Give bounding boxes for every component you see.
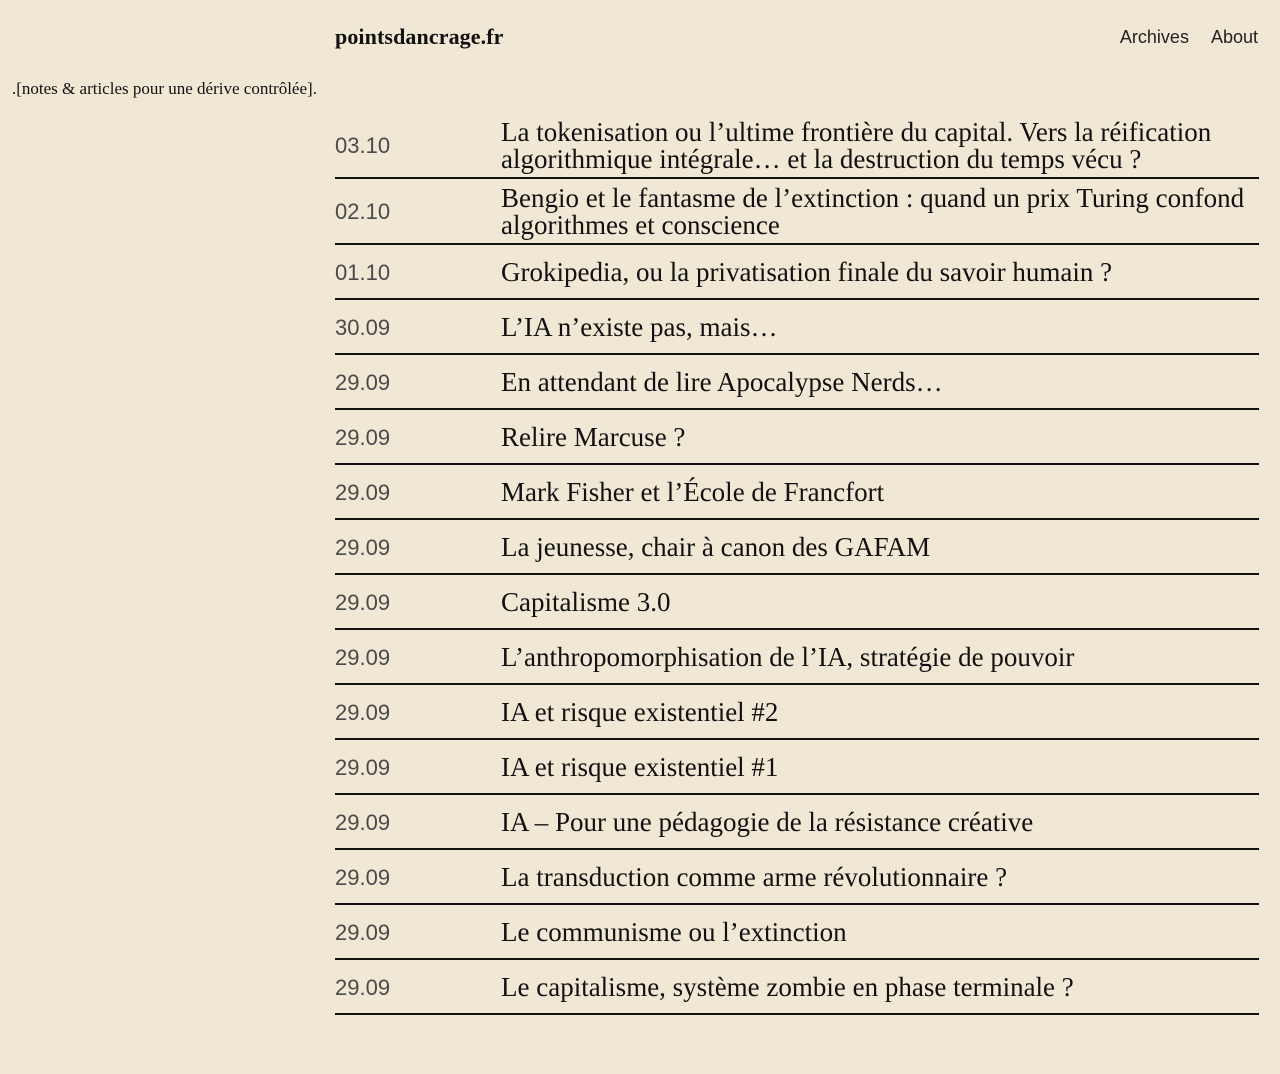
post-row bbox=[335, 355, 1259, 410]
post-date: 29.09 bbox=[335, 864, 391, 890]
post-date: 30.09 bbox=[335, 314, 391, 340]
post-date: 29.09 bbox=[335, 754, 391, 780]
post-row bbox=[335, 905, 1259, 960]
post-row bbox=[335, 245, 1259, 300]
post-date: 29.09 bbox=[335, 919, 391, 945]
post-title-link[interactable]: L’IA n’existe pas, mais… bbox=[501, 312, 778, 342]
post-title-link[interactable]: Capitalisme 3.0 bbox=[501, 587, 671, 617]
post-date: 01.10 bbox=[335, 259, 391, 285]
post-date: 29.09 bbox=[335, 974, 391, 1000]
post-list bbox=[335, 113, 1259, 1015]
post-title-link[interactable]: La jeunesse, chair à canon des GAFAM bbox=[501, 532, 931, 562]
site-title-link[interactable]: pointsdancrage.fr bbox=[335, 24, 504, 49]
post-title-link[interactable]: La transduction comme arme révolutionnaire ? bbox=[501, 862, 1008, 892]
post-date: 29.09 bbox=[335, 479, 391, 505]
post-row bbox=[335, 960, 1259, 1015]
post-row bbox=[335, 630, 1259, 685]
post-date: 29.09 bbox=[335, 699, 391, 725]
post-row bbox=[335, 850, 1259, 905]
post-title-link[interactable]: La tokenisation ou l’ultime frontière du capital. Vers la réification algorithmique intégrale… et la destruction du temps vécu ? bbox=[501, 117, 1212, 174]
post-row bbox=[335, 795, 1259, 850]
site-tagline: .[notes & articles pour une dérive contrôlée]. bbox=[12, 79, 317, 98]
post-title-link[interactable]: Le capitalisme, système zombie en phase terminale ? bbox=[501, 972, 1074, 1002]
post-date: 29.09 bbox=[335, 534, 391, 560]
nav-about-link[interactable]: About bbox=[1210, 27, 1258, 47]
post-date: 29.09 bbox=[335, 644, 391, 670]
post-date: 29.09 bbox=[335, 589, 391, 615]
post-row bbox=[335, 465, 1259, 520]
post-row bbox=[335, 575, 1259, 630]
post-row bbox=[335, 300, 1259, 355]
post-row bbox=[335, 179, 1259, 245]
post-row bbox=[335, 520, 1259, 575]
post-row bbox=[335, 685, 1259, 740]
post-title-link[interactable]: Grokipedia, ou la privatisation finale du savoir humain ? bbox=[501, 257, 1113, 287]
post-date: 29.09 bbox=[335, 809, 391, 835]
post-title-link[interactable]: En attendant de lire Apocalypse Nerds… bbox=[501, 367, 943, 397]
post-title-link[interactable]: Le communisme ou l’extinction bbox=[501, 917, 847, 947]
post-title-link[interactable]: Bengio et le fantasme de l’extinction : quand un prix Turing confond algorithmes et conscience bbox=[501, 183, 1245, 240]
post-title-link[interactable]: IA et risque existentiel #1 bbox=[501, 752, 779, 782]
post-date: 03.10 bbox=[335, 133, 391, 158]
post-row bbox=[335, 740, 1259, 795]
post-title-link[interactable]: Mark Fisher et l’École de Francfort bbox=[501, 477, 885, 507]
main-nav bbox=[1120, 27, 1258, 48]
post-date: 29.09 bbox=[335, 369, 391, 395]
post-title-link[interactable]: L’anthropomorphisation de l’IA, stratégie de pouvoir bbox=[501, 642, 1075, 672]
post-date: 29.09 bbox=[335, 424, 391, 450]
post-title-link[interactable]: IA – Pour une pédagogie de la résistance créative bbox=[501, 807, 1034, 837]
post-date: 02.10 bbox=[335, 199, 391, 224]
post-row bbox=[335, 410, 1259, 465]
post-row bbox=[335, 113, 1259, 179]
post-title-link[interactable]: Relire Marcuse ? bbox=[501, 422, 686, 452]
nav-archives-link[interactable]: Archives bbox=[1119, 27, 1189, 47]
post-title-link[interactable]: IA et risque existentiel #2 bbox=[501, 697, 779, 727]
